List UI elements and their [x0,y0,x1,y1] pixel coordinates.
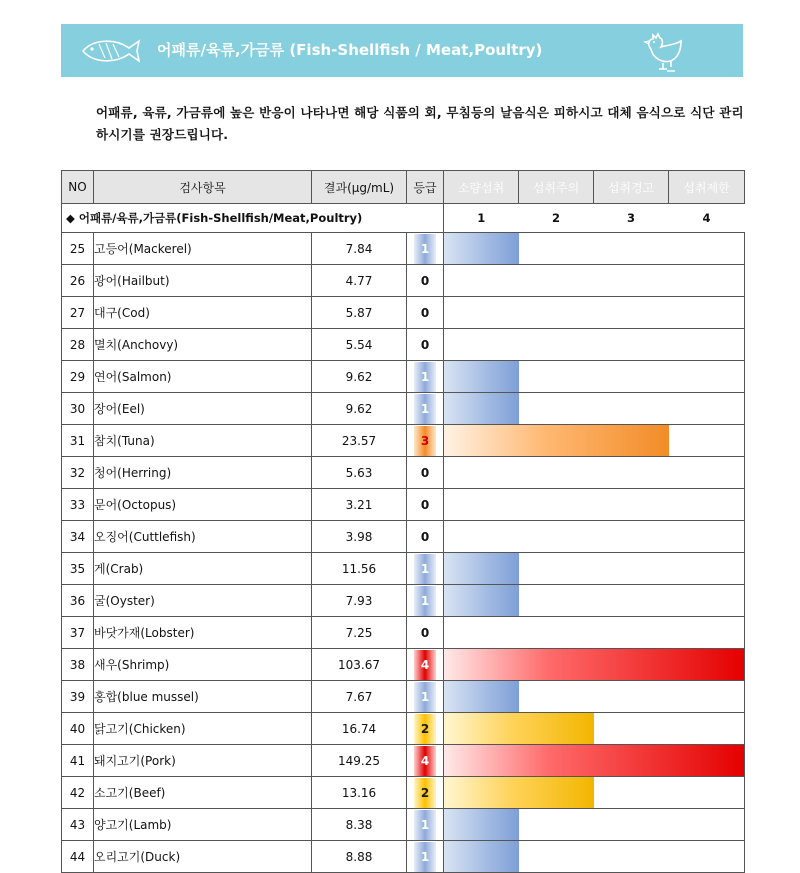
table-row [62,841,745,873]
row-result: 8.38 [312,809,407,841]
row-result: 8.88 [312,841,407,873]
row-grade [407,777,444,809]
row-grade [407,457,444,489]
banner-title: 어패류/육류,가금류 (Fish-Shellfish / Meat,Poultry) [157,41,543,59]
row-no: 29 [62,361,94,393]
grade-value: 0 [420,529,430,544]
level-bar [444,393,519,424]
grade-value: 1 [414,394,436,424]
row-grade [407,745,444,777]
row-result: 3.21 [312,489,407,521]
table-row [62,233,745,265]
row-level-bar-cell [444,425,745,457]
row-item: 홍합(blue mussel) [94,681,312,713]
row-result: 103.67 [312,649,407,681]
grade-value: 0 [420,625,430,640]
level-bar [444,425,669,456]
scale-1: 1 [477,211,486,225]
table-header-row [62,171,745,204]
table-row [62,617,745,649]
row-result: 5.54 [312,329,407,361]
row-no: 36 [62,585,94,617]
scale-2: 2 [551,211,560,225]
intro-text: 어패류, 육류, 가금류에 높은 반응이 나타나면 해당 식품의 회, 무침등의 날음식은 피하시고 대체 음식으로 식단 관리 하시기를 권장드립니다. [96,105,744,142]
row-grade [407,489,444,521]
row-level-bar-cell [444,777,745,809]
row-result: 7.25 [312,617,407,649]
table-row [62,585,745,617]
row-no: 38 [62,649,94,681]
row-item: 새우(Shrimp) [94,649,312,681]
level-bar [444,713,594,744]
header-level-1: 소량섭취 [444,171,519,204]
table-row [62,521,745,553]
results-table [61,170,745,873]
row-result: 13.16 [312,777,407,809]
row-item: 굴(Oyster) [94,585,312,617]
row-no: 33 [62,489,94,521]
table-row [62,713,745,745]
level-bar [444,585,519,616]
row-grade [407,329,444,361]
row-item: 장어(Eel) [94,393,312,425]
row-grade [407,841,444,873]
grade-value: 1 [414,682,436,712]
row-item: 돼지고기(Pork) [94,745,312,777]
row-level-bar-cell [444,297,745,329]
level-bar [444,841,519,872]
row-no: 34 [62,521,94,553]
section-label: ◆ 어패류/육류,가금류(Fish-Shellfish/Meat,Poultry) [62,204,444,233]
grade-value: 0 [420,305,430,320]
row-result: 5.87 [312,297,407,329]
row-no: 35 [62,553,94,585]
table-row [62,553,745,585]
level-bar [444,777,594,808]
row-item: 소고기(Beef) [94,777,312,809]
row-grade [407,265,444,297]
row-no: 31 [62,425,94,457]
row-item: 청어(Herring) [94,457,312,489]
row-level-bar-cell [444,329,745,361]
table-row [62,489,745,521]
header-no: NO [62,171,94,204]
row-item: 바닷가재(Lobster) [94,617,312,649]
table-row [62,297,745,329]
grade-value: 4 [414,746,436,776]
row-level-bar-cell [444,617,745,649]
fish-icon [79,34,143,68]
row-level-bar-cell [444,393,745,425]
row-result: 23.57 [312,425,407,457]
row-result: 7.93 [312,585,407,617]
row-item: 오징어(Cuttlefish) [94,521,312,553]
table-row [62,265,745,297]
level-bar [444,745,744,776]
scale-3: 3 [626,211,635,225]
grade-value: 0 [420,273,430,288]
row-level-bar-cell [444,649,745,681]
row-level-bar-cell [444,489,745,521]
row-grade [407,553,444,585]
table-row [62,777,745,809]
row-item: 오리고기(Duck) [94,841,312,873]
row-no: 42 [62,777,94,809]
grade-value: 2 [414,778,436,808]
row-result: 3.98 [312,521,407,553]
grade-value: 0 [420,337,430,352]
row-item: 광어(Hailbut) [94,265,312,297]
header-item: 검사항목 [94,171,312,204]
table-row [62,745,745,777]
row-level-bar-cell [444,233,745,265]
row-no: 25 [62,233,94,265]
row-no: 37 [62,617,94,649]
row-grade [407,521,444,553]
level-bar [444,681,519,712]
row-no: 26 [62,265,94,297]
row-no: 28 [62,329,94,361]
row-result: 11.56 [312,553,407,585]
grade-value: 4 [414,650,436,680]
row-result: 4.77 [312,265,407,297]
grade-value: 0 [420,465,430,480]
row-grade [407,713,444,745]
chicken-icon [641,27,689,75]
grade-value: 1 [414,554,436,584]
row-grade [407,585,444,617]
row-no: 30 [62,393,94,425]
row-item: 연어(Salmon) [94,361,312,393]
grade-value: 1 [414,586,436,616]
row-grade [407,425,444,457]
row-item: 게(Crab) [94,553,312,585]
row-item: 대구(Cod) [94,297,312,329]
row-level-bar-cell [444,361,745,393]
level-bar [444,361,519,392]
row-result: 7.84 [312,233,407,265]
row-result: 149.25 [312,745,407,777]
scale-4: 4 [702,211,711,225]
grade-value: 1 [414,362,436,392]
row-level-bar-cell [444,809,745,841]
row-result: 7.67 [312,681,407,713]
row-result: 9.62 [312,361,407,393]
row-grade [407,809,444,841]
row-no: 43 [62,809,94,841]
row-result: 9.62 [312,393,407,425]
table-row [62,457,745,489]
table-row [62,649,745,681]
row-level-bar-cell [444,457,745,489]
row-grade [407,361,444,393]
row-item: 문어(Octopus) [94,489,312,521]
row-level-bar-cell [444,521,745,553]
header-level-3: 섭취경고 [594,171,669,204]
table-row [62,329,745,361]
table-row [62,393,745,425]
grade-value: 2 [414,714,436,744]
row-grade [407,233,444,265]
grade-value: 1 [414,234,436,264]
row-level-bar-cell [444,585,745,617]
table-row [62,681,745,713]
row-result: 16.74 [312,713,407,745]
header-result: 결과(μg/mL) [312,171,407,204]
row-item: 고등어(Mackerel) [94,233,312,265]
section-row [62,204,745,233]
row-level-bar-cell [444,681,745,713]
row-no: 44 [62,841,94,873]
row-item: 참치(Tuna) [94,425,312,457]
header-level-2: 섭취주의 [519,171,594,204]
grade-value: 0 [420,497,430,512]
row-level-bar-cell [444,713,745,745]
row-grade [407,297,444,329]
level-bar [444,809,519,840]
row-grade [407,649,444,681]
row-grade [407,617,444,649]
grade-value: 1 [414,842,436,872]
row-level-bar-cell [444,745,745,777]
row-level-bar-cell [444,841,745,873]
section-banner [61,24,743,77]
grade-value: 3 [414,426,436,456]
row-item: 닭고기(Chicken) [94,713,312,745]
row-result: 5.63 [312,457,407,489]
grade-value: 1 [414,810,436,840]
row-no: 27 [62,297,94,329]
row-level-bar-cell [444,553,745,585]
row-no: 40 [62,713,94,745]
row-level-bar-cell [444,265,745,297]
row-grade [407,393,444,425]
table-row [62,361,745,393]
table-row [62,425,745,457]
level-bar [444,553,519,584]
table-row [62,809,745,841]
level-bar [444,649,744,680]
row-item: 멸치(Anchovy) [94,329,312,361]
row-no: 32 [62,457,94,489]
header-level-4: 섭취제한 [669,171,745,204]
header-grade: 등급 [407,171,444,204]
row-no: 41 [62,745,94,777]
row-grade [407,681,444,713]
row-item: 양고기(Lamb) [94,809,312,841]
row-no: 39 [62,681,94,713]
level-bar [444,233,519,264]
